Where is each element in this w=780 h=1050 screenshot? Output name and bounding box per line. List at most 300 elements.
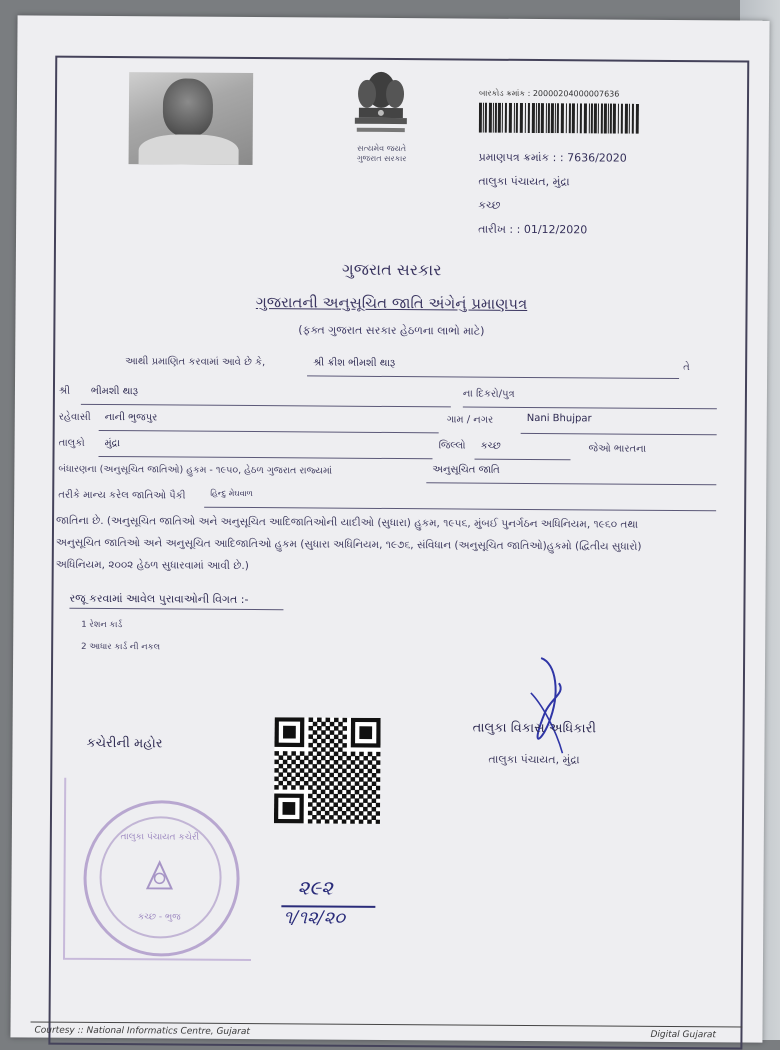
qr-module	[283, 777, 288, 782]
barcode-bar	[601, 103, 603, 133]
qr-module	[313, 722, 318, 727]
qr-module	[363, 798, 368, 803]
qr-module	[376, 760, 381, 765]
qr-module	[329, 798, 334, 803]
barcode-bar	[516, 103, 518, 133]
digital-gujarat-text: Digital Gujarat	[650, 1029, 717, 1041]
qr-module	[334, 760, 339, 765]
govt-title: ગુજરાત સરકાર	[342, 259, 442, 280]
barcode-bar	[509, 103, 512, 133]
qr-module	[342, 811, 347, 816]
qr-module	[296, 756, 301, 761]
qr-module	[342, 819, 347, 824]
qr-module	[330, 747, 335, 752]
qr-module	[300, 760, 305, 765]
barcode-bar	[636, 104, 639, 134]
document-item: 1 રેશન કાર્ડ	[81, 619, 123, 631]
handwritten-number: ૨૯૨	[297, 875, 333, 900]
photo-head	[163, 78, 213, 136]
qr-module	[312, 798, 317, 803]
qr-module	[355, 790, 360, 795]
barcode-bar	[502, 103, 503, 133]
qr-module	[283, 785, 288, 790]
qr-module	[363, 815, 368, 820]
qr-module	[342, 786, 347, 791]
qr-module	[372, 756, 377, 761]
qr-module	[325, 811, 330, 816]
qr-module	[291, 760, 296, 765]
qr-module	[350, 803, 355, 808]
barcode-label: બારકોડ ક્રમાંક : 20000204000007636	[479, 88, 620, 99]
qr-module	[321, 730, 326, 735]
qr-module	[363, 781, 368, 786]
qr-module	[334, 718, 339, 723]
barcode-bar	[566, 103, 567, 133]
qr-module	[342, 752, 347, 757]
qr-module	[338, 747, 343, 752]
qr-module	[308, 802, 313, 807]
qr-module	[338, 815, 343, 820]
barcode-bar	[608, 104, 609, 134]
qr-module	[338, 756, 343, 761]
qr-module	[359, 760, 364, 765]
qr-module	[317, 743, 322, 748]
qr-module	[312, 790, 317, 795]
barcode-bar	[514, 103, 515, 133]
issuing-district: કચ્છ	[478, 198, 501, 212]
qr-module	[291, 777, 296, 782]
qr-module	[338, 764, 343, 769]
barcode-bar	[538, 103, 540, 133]
qr-module	[338, 781, 343, 786]
barcode-bar	[498, 103, 501, 133]
qr-module	[274, 751, 279, 756]
qr-module	[334, 768, 339, 773]
qr-module	[338, 773, 343, 778]
qr-module	[367, 811, 372, 816]
resident-value: નાની ભુજપુર	[104, 412, 158, 424]
barcode-bar	[479, 103, 482, 133]
emblem-motto: સત્યમેવ જયતે	[357, 143, 407, 154]
qr-module	[351, 777, 356, 782]
barcode-bar	[629, 104, 630, 134]
qr-module	[312, 773, 317, 778]
barcode-bar	[520, 103, 523, 133]
barcode-bar	[569, 103, 571, 133]
handwritten-date: ૧/૧૨/૨૦	[283, 907, 346, 929]
qr-module	[278, 781, 283, 786]
qr-module	[321, 722, 326, 727]
stamp-emblem-icon	[139, 854, 179, 894]
qr-module	[312, 815, 317, 820]
qr-module	[342, 726, 347, 731]
qr-module	[325, 785, 330, 790]
qr-module	[359, 752, 364, 757]
qr-module	[313, 747, 318, 752]
qr-module	[308, 819, 313, 824]
constitution-text: બંધારણના (અનુસૂચિત જાતિઓ) હુકમ - ૧૯૫૦, હેઠળ ગુજરાત રાજ્યમાં	[58, 463, 333, 477]
barcode-bar	[483, 103, 484, 133]
barcode-bar	[572, 103, 575, 133]
qr-module	[372, 781, 377, 786]
qr-module	[368, 760, 373, 765]
qr-module	[317, 760, 322, 765]
qr-module	[363, 807, 368, 812]
qr-module	[308, 785, 313, 790]
qr-module	[346, 781, 351, 786]
qr-module	[287, 764, 292, 769]
qr-module	[308, 760, 313, 765]
issuing-office: તાલુકા પંચાયત, મુંદ્રા	[478, 174, 570, 189]
qr-module	[346, 790, 351, 795]
qr-module	[321, 756, 326, 761]
qr-module	[351, 760, 356, 765]
qr-module	[317, 734, 322, 739]
qr-module	[325, 726, 330, 731]
certificate-number-label: પ્રમાણપત્ર ક્રમાંક :	[478, 150, 557, 165]
qr-module	[329, 781, 334, 786]
applicant-photo	[129, 72, 254, 165]
qr-module	[308, 734, 313, 739]
qr-module	[376, 794, 381, 799]
barcode-bar	[551, 103, 554, 133]
emblem-govt: ગુજરાત સરકાર	[356, 153, 407, 164]
qr-module	[325, 743, 330, 748]
qr-module	[363, 790, 368, 795]
qr-finder	[283, 726, 296, 739]
officer-title: તાલુકા વિકાસ અધિકારી	[472, 720, 597, 737]
qr-module	[283, 760, 288, 765]
qr-module	[308, 811, 313, 816]
courtesy-text: Courtesy :: National Informatics Centre, Gujarat	[34, 1025, 250, 1038]
district-value: કચ્છ	[480, 440, 501, 452]
qr-module	[321, 781, 326, 786]
qr-module	[333, 802, 338, 807]
qr-module	[317, 794, 322, 799]
qr-module	[363, 756, 368, 761]
office-seal-label: કચેરીની મહોર	[86, 735, 163, 752]
qr-module	[355, 781, 360, 786]
legal-line-3: અધિનિયમ, ૨૦૦૨ હેઠળ સુધારવામાં આવી છે.)	[55, 558, 249, 573]
legal-line-2: અનુસૂચિત જાતિઓ અને અનુસૂચિત આદિજાતિઓ હુકમ (સુધારા અધિનિયમ, ૧૯૭૬, સંવિધાન (અનુસૂચિત જાતિઓ)હુકમો (દ્વિતીય સુધારો)	[55, 536, 642, 553]
qr-module	[342, 743, 347, 748]
certificate-number: : 7636/2020	[559, 151, 627, 165]
qr-module	[325, 802, 330, 807]
qr-module	[274, 768, 279, 773]
caste-value: હિન્દુ મેઘવાળ	[210, 488, 253, 499]
qr-module	[334, 735, 339, 740]
qr-module	[329, 807, 334, 812]
qr-module	[372, 773, 377, 778]
stamp-text-bottom: કચ્છ - ભુજ	[137, 912, 181, 923]
qr-module	[359, 811, 364, 816]
qr-module	[334, 777, 339, 782]
qr-module	[367, 794, 372, 799]
qr-module	[316, 802, 321, 807]
qr-module	[376, 752, 381, 757]
qr-module	[363, 773, 368, 778]
village-label: ગામ / નગર	[446, 414, 494, 426]
qr-module	[325, 768, 330, 773]
qr-module	[376, 786, 381, 791]
qr-module	[325, 819, 330, 824]
qr-module	[338, 730, 343, 735]
qr-module	[317, 717, 322, 722]
qr-module	[372, 790, 377, 795]
photo-body	[138, 134, 238, 165]
barcode-bar	[541, 103, 544, 133]
qr-module	[363, 764, 368, 769]
qr-module	[330, 722, 335, 727]
qr-module	[333, 819, 338, 824]
qr-module	[279, 755, 284, 760]
qr-module	[359, 803, 364, 808]
qr-module	[279, 764, 284, 769]
qr-module	[309, 717, 314, 722]
barcode-bar	[580, 103, 582, 133]
qr-module	[295, 781, 300, 786]
barcode-bar	[577, 103, 578, 133]
relation-label: ના દિકરો/પુત્ર	[462, 388, 515, 400]
qr-module	[308, 768, 313, 773]
qr-module	[312, 781, 317, 786]
qr-module	[346, 756, 351, 761]
qr-module	[367, 803, 372, 808]
qr-module	[371, 815, 376, 820]
father-name: ભીમશી થારૂ	[90, 385, 139, 398]
qr-module	[321, 815, 326, 820]
qr-module	[372, 807, 377, 812]
qr-module	[283, 751, 288, 756]
certificate-title-text: ગુજરાતની અનુસૂચિત જાતિ અંગેનું પ્રમાણપત્ર	[255, 293, 528, 313]
qr-module	[317, 751, 322, 756]
qr-module	[355, 798, 360, 803]
taluka-value: મુંદ્રા	[104, 438, 121, 450]
qr-module	[359, 769, 364, 774]
qr-module	[287, 772, 292, 777]
qr-module	[304, 756, 309, 761]
name-suffix: તે	[683, 362, 690, 374]
qr-module	[367, 820, 372, 824]
qr-module	[321, 739, 326, 744]
qr-module	[376, 769, 381, 774]
qr-module	[312, 764, 317, 769]
qr-module	[346, 815, 351, 820]
qr-module	[308, 751, 313, 756]
qr-module	[321, 807, 326, 812]
qr-module	[325, 735, 330, 740]
qr-module	[334, 743, 339, 748]
taluka-label: તાલુકો	[58, 437, 85, 449]
barcode-bar	[555, 103, 556, 133]
qr-module	[312, 807, 317, 812]
barcode-bar	[604, 103, 607, 133]
qr-module	[300, 785, 305, 790]
qr-module	[329, 815, 334, 820]
qr-module	[308, 777, 313, 782]
qr-module	[330, 756, 335, 761]
qr-module	[342, 718, 347, 723]
qr-module	[350, 794, 355, 799]
qr-module	[355, 807, 360, 812]
qr-module	[338, 798, 343, 803]
qr-module	[368, 777, 373, 782]
qr-module	[274, 785, 279, 790]
qr-module	[321, 798, 326, 803]
qr-module	[291, 785, 296, 790]
qr-module	[321, 764, 326, 769]
certificate-number-row	[479, 151, 627, 166]
qr-module	[359, 777, 364, 782]
qr-module	[346, 807, 351, 812]
qr-module	[304, 764, 309, 769]
qr-module	[316, 819, 321, 824]
qr-module	[350, 819, 355, 823]
barcode-bar	[591, 103, 593, 133]
qr-module	[330, 730, 335, 735]
resident-label: રહેવાસી	[58, 411, 91, 423]
qr-module	[321, 790, 326, 795]
signature-mark-icon	[510, 653, 581, 763]
qr-module	[313, 739, 318, 744]
qr-module	[350, 811, 355, 816]
qr-module	[287, 755, 292, 760]
qr-module	[342, 760, 347, 765]
barcode-bar	[532, 103, 535, 133]
qr-module	[359, 794, 364, 799]
qr-module	[287, 781, 292, 786]
issue-date: : 01/12/2020	[516, 222, 588, 237]
barcode-bar	[493, 103, 494, 133]
qr-module	[291, 768, 296, 773]
emblem-caption	[327, 144, 437, 165]
qr-module	[338, 739, 343, 744]
qr-module	[376, 820, 381, 824]
qr-module	[346, 764, 351, 769]
qr-module	[295, 772, 300, 777]
barcode-bar	[621, 104, 623, 134]
qr-code-icon	[274, 717, 381, 824]
qr-module	[274, 760, 279, 765]
barcode-bar	[561, 103, 564, 133]
father-label: શ્રી	[58, 385, 71, 397]
barcode-bar	[505, 103, 507, 133]
qr-module	[342, 777, 347, 782]
barcode-bar	[598, 103, 599, 133]
qr-module	[350, 786, 355, 791]
qr-module	[274, 777, 279, 782]
qr-module	[355, 815, 360, 820]
qr-module	[283, 768, 288, 773]
country-text: જેઓ ભારતના	[588, 443, 647, 455]
qr-module	[329, 773, 334, 778]
qr-module	[321, 747, 326, 752]
qr-module	[316, 811, 321, 816]
qr-finder	[282, 802, 295, 815]
qr-module	[333, 794, 338, 799]
barcode-bar	[557, 103, 559, 133]
qr-module	[304, 773, 309, 778]
qr-finder	[359, 726, 372, 739]
qr-module	[309, 726, 314, 731]
barcode-bar	[536, 103, 537, 133]
barcode-bar	[485, 103, 487, 133]
barcode-bar	[489, 103, 492, 133]
qr-module	[317, 785, 322, 790]
qr-module	[355, 773, 360, 778]
barcode-bar	[584, 103, 587, 133]
qr-module	[355, 756, 360, 761]
qr-module	[325, 760, 330, 765]
certificate-paper	[10, 15, 769, 1042]
barcode-bar	[589, 103, 590, 133]
category-value: અનુસૂચિત જાતિ	[432, 464, 500, 476]
stamp-text-top: તાલુકા પંચાયત કચેરી	[120, 832, 200, 843]
qr-module	[334, 785, 339, 790]
document-item: 2 આધાર કાર્ડ ની નકલ	[81, 641, 161, 653]
qr-module	[359, 786, 364, 791]
qr-module	[300, 777, 305, 782]
certify-text: આથી પ્રમાણિત કરવામાં આવે છે કે,	[125, 356, 266, 369]
qr-module	[308, 794, 313, 799]
qr-module	[313, 730, 318, 735]
qr-module	[376, 803, 381, 808]
ashoka-emblem-icon	[349, 68, 414, 146]
documents-heading: રજૂ કરવામાં આવેલ પુરાવાઓની વિગત :-	[69, 591, 249, 607]
barcode-bar	[528, 103, 530, 133]
village-value: Nani Bhujpar	[526, 412, 592, 425]
barcode-icon	[479, 103, 639, 134]
qr-module	[372, 798, 377, 803]
qr-module	[326, 718, 331, 723]
qr-module	[338, 807, 343, 812]
qr-module	[368, 752, 373, 757]
qr-module	[304, 781, 309, 786]
qr-module	[342, 735, 347, 740]
qr-module	[300, 751, 305, 756]
qr-module	[367, 786, 372, 791]
applicant-name: શ્રી ક્રીશ ભીમશી થારૂ	[313, 357, 396, 370]
qr-module	[338, 722, 343, 727]
qr-module	[317, 777, 322, 782]
qr-module	[359, 820, 364, 824]
barcode-bar	[594, 103, 597, 133]
qr-module	[342, 769, 347, 774]
barcode-bar	[495, 103, 497, 133]
qr-module	[351, 752, 356, 757]
qr-module	[333, 811, 338, 816]
barcode-bar	[618, 104, 619, 134]
barcode-bar	[546, 103, 547, 133]
qr-module	[329, 764, 334, 769]
qr-module	[355, 764, 360, 769]
qr-module	[325, 777, 330, 782]
qr-module	[372, 765, 377, 770]
qr-module	[329, 790, 334, 795]
qr-module	[346, 773, 351, 778]
barcode-bar	[632, 104, 634, 134]
certificate-note: (ફક્ત ગુજરાત સરકાર હેઠળના લાભો માટે)	[298, 323, 485, 338]
qr-module	[376, 777, 381, 782]
barcode-bar	[625, 104, 628, 134]
qr-module	[351, 769, 356, 774]
qr-module	[330, 739, 335, 744]
issue-date-row	[478, 223, 587, 238]
qr-module	[368, 769, 373, 774]
officer-office: તાલુકા પંચાયત, મુંદ્રા	[488, 752, 580, 767]
qr-module	[321, 773, 326, 778]
barcode-bar	[548, 103, 550, 133]
